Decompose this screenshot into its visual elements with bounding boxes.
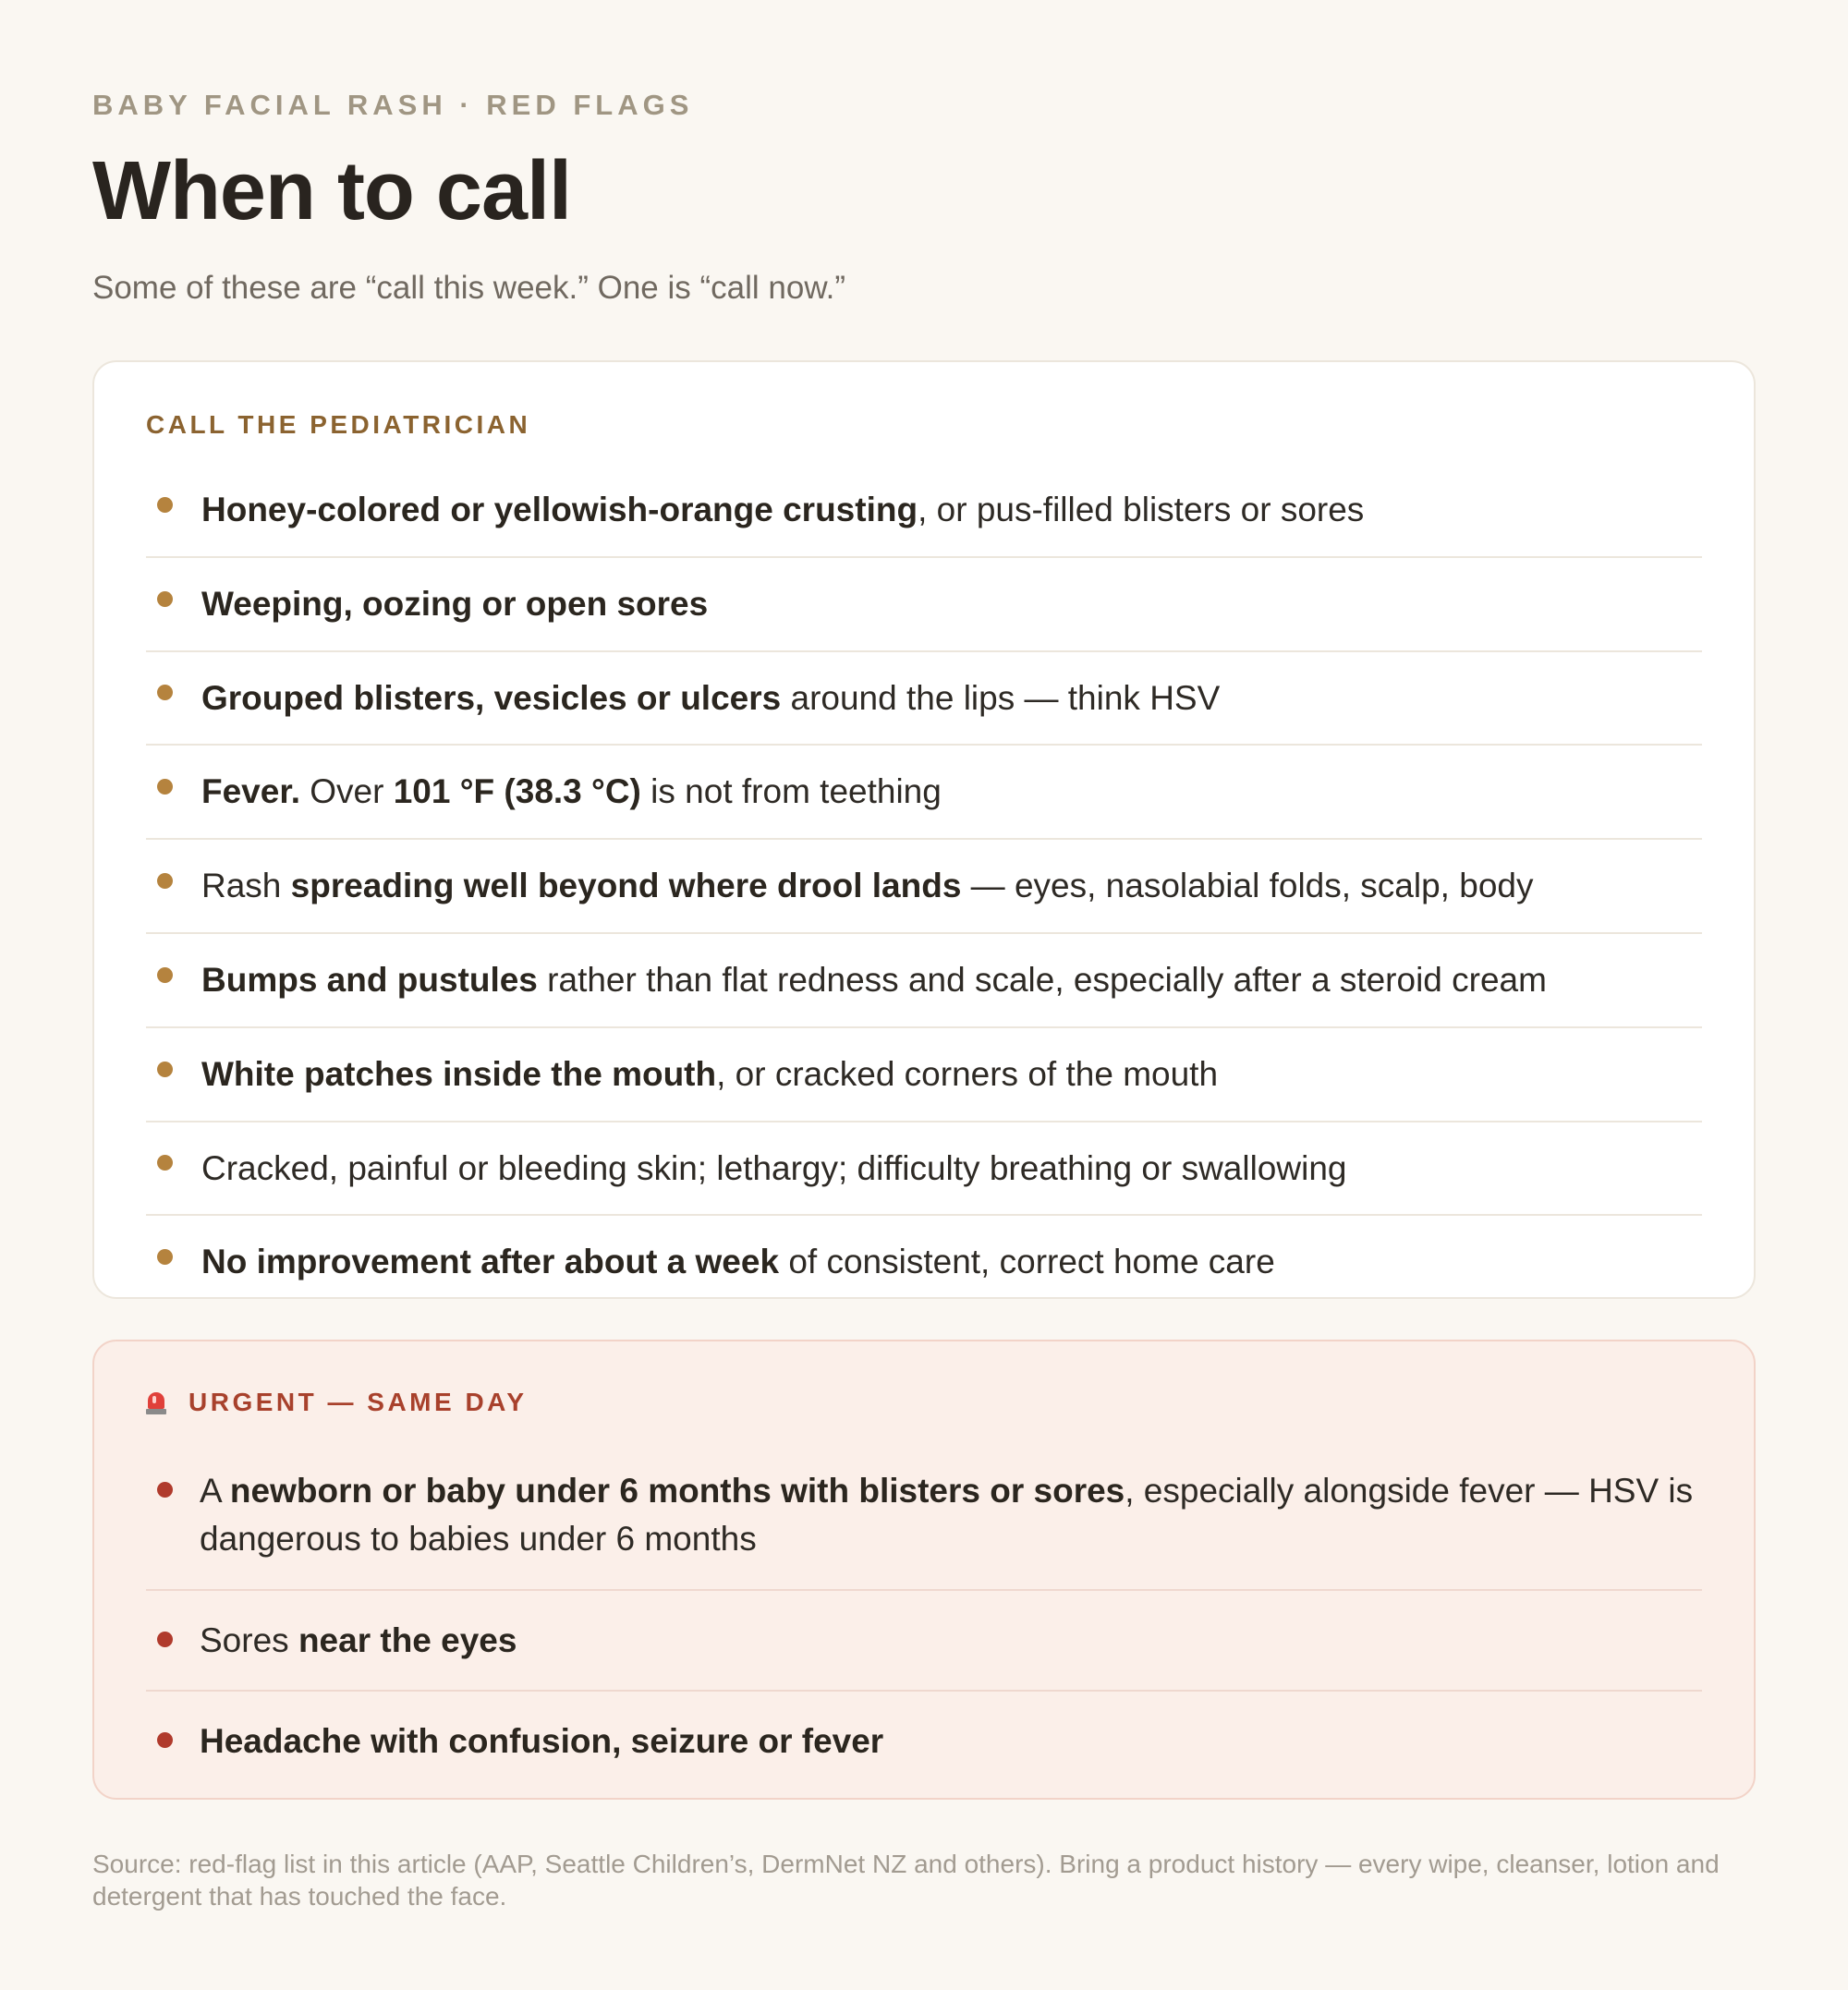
item-text-bold: near the eyes <box>298 1620 517 1659</box>
bullet-icon <box>157 1632 173 1647</box>
list-item <box>146 1028 1702 1122</box>
bullet-icon <box>157 1732 173 1748</box>
list-item <box>146 840 1702 934</box>
urgent-card <box>92 1340 1756 1800</box>
item-text-bold: 101 °F (38.3 °C) <box>393 772 641 811</box>
page-title: When to call <box>92 145 572 237</box>
list-item <box>146 1441 1702 1591</box>
siren-icon <box>146 1390 166 1414</box>
item-text-bold: Weeping, oozing or open sores <box>201 584 709 623</box>
bullet-icon <box>157 967 173 983</box>
page-subtitle: Some of these are “call this week.” One is “call now.” <box>92 270 846 306</box>
item-text: , or pus-filled blisters or sores <box>918 491 1365 528</box>
list-item <box>146 652 1702 746</box>
eyebrow-label: BABY FACIAL RASH · RED FLAGS <box>92 89 694 121</box>
list-item <box>146 746 1702 840</box>
urgent-label: URGENT — SAME DAY <box>188 1388 528 1416</box>
item-text: , or cracked corners of the mouth <box>716 1054 1219 1093</box>
item-text-bold: spreading well beyond where drool lands <box>290 867 962 905</box>
bullet-icon <box>157 873 173 889</box>
list-item <box>146 1591 1702 1693</box>
bullet-icon <box>157 1155 173 1171</box>
item-text-bold: Grouped blisters, vesicles or ulcers <box>201 678 782 717</box>
item-text: Sores <box>200 1620 298 1659</box>
item-text: of consistent, correct home care <box>779 1243 1275 1281</box>
call-pediatrician-list <box>146 464 1702 1308</box>
item-text: Cracked, painful or bleeding skin; lethargy; difficulty breathing or swallowing <box>201 1148 1347 1187</box>
list-item <box>146 558 1702 652</box>
bullet-icon <box>157 497 173 513</box>
item-text-bold: Fever. <box>201 772 300 811</box>
source-note: Source: red-flag list in this article (AAP, Seattle Children’s, DermNet NZ and others). Bring a product history — every wipe, cleanser, lotion and detergent that has touched the face. <box>92 1850 1720 1911</box>
item-text: rather than flat redness and scale, especially after a steroid cream <box>537 960 1547 999</box>
urgent-list <box>146 1441 1702 1791</box>
item-text-bold: No improvement after about a week <box>201 1243 780 1281</box>
item-text: is not from teething <box>640 772 942 811</box>
item-text-bold: White patches inside the mouth <box>201 1054 717 1093</box>
item-text: around the lips — think HSV <box>781 678 1221 717</box>
bullet-icon <box>157 685 173 700</box>
item-text: — eyes, nasolabial folds, scalp, body <box>961 867 1534 905</box>
urgent-label-row <box>146 1388 1702 1417</box>
item-text: , especially alongside fever — HSV is dangerous to babies under 6 months <box>200 1472 1694 1558</box>
item-text: Over <box>299 772 394 811</box>
list-item <box>146 1692 1702 1791</box>
bullet-icon <box>157 1062 173 1077</box>
bullet-icon <box>157 1249 173 1265</box>
item-text: Rash <box>201 867 291 905</box>
item-text-bold: Honey-colored or yellowish-orange crusting <box>201 491 918 528</box>
bullet-icon <box>157 591 173 607</box>
list-item <box>146 464 1702 558</box>
item-text: A <box>200 1472 230 1510</box>
bullet-icon <box>157 1482 173 1498</box>
item-text-bold: newborn or baby under 6 months with blisters or sores <box>229 1472 1125 1510</box>
list-item <box>146 1122 1702 1217</box>
list-item <box>146 1216 1702 1308</box>
item-text-bold: Bumps and pustules <box>201 960 538 999</box>
list-item <box>146 934 1702 1028</box>
call-pediatrician-label: CALL THE PEDIATRICIAN <box>146 410 531 439</box>
call-pediatrician-card <box>92 360 1756 1299</box>
bullet-icon <box>157 779 173 795</box>
item-text-bold: Headache with confusion, seizure or fever <box>200 1722 884 1761</box>
